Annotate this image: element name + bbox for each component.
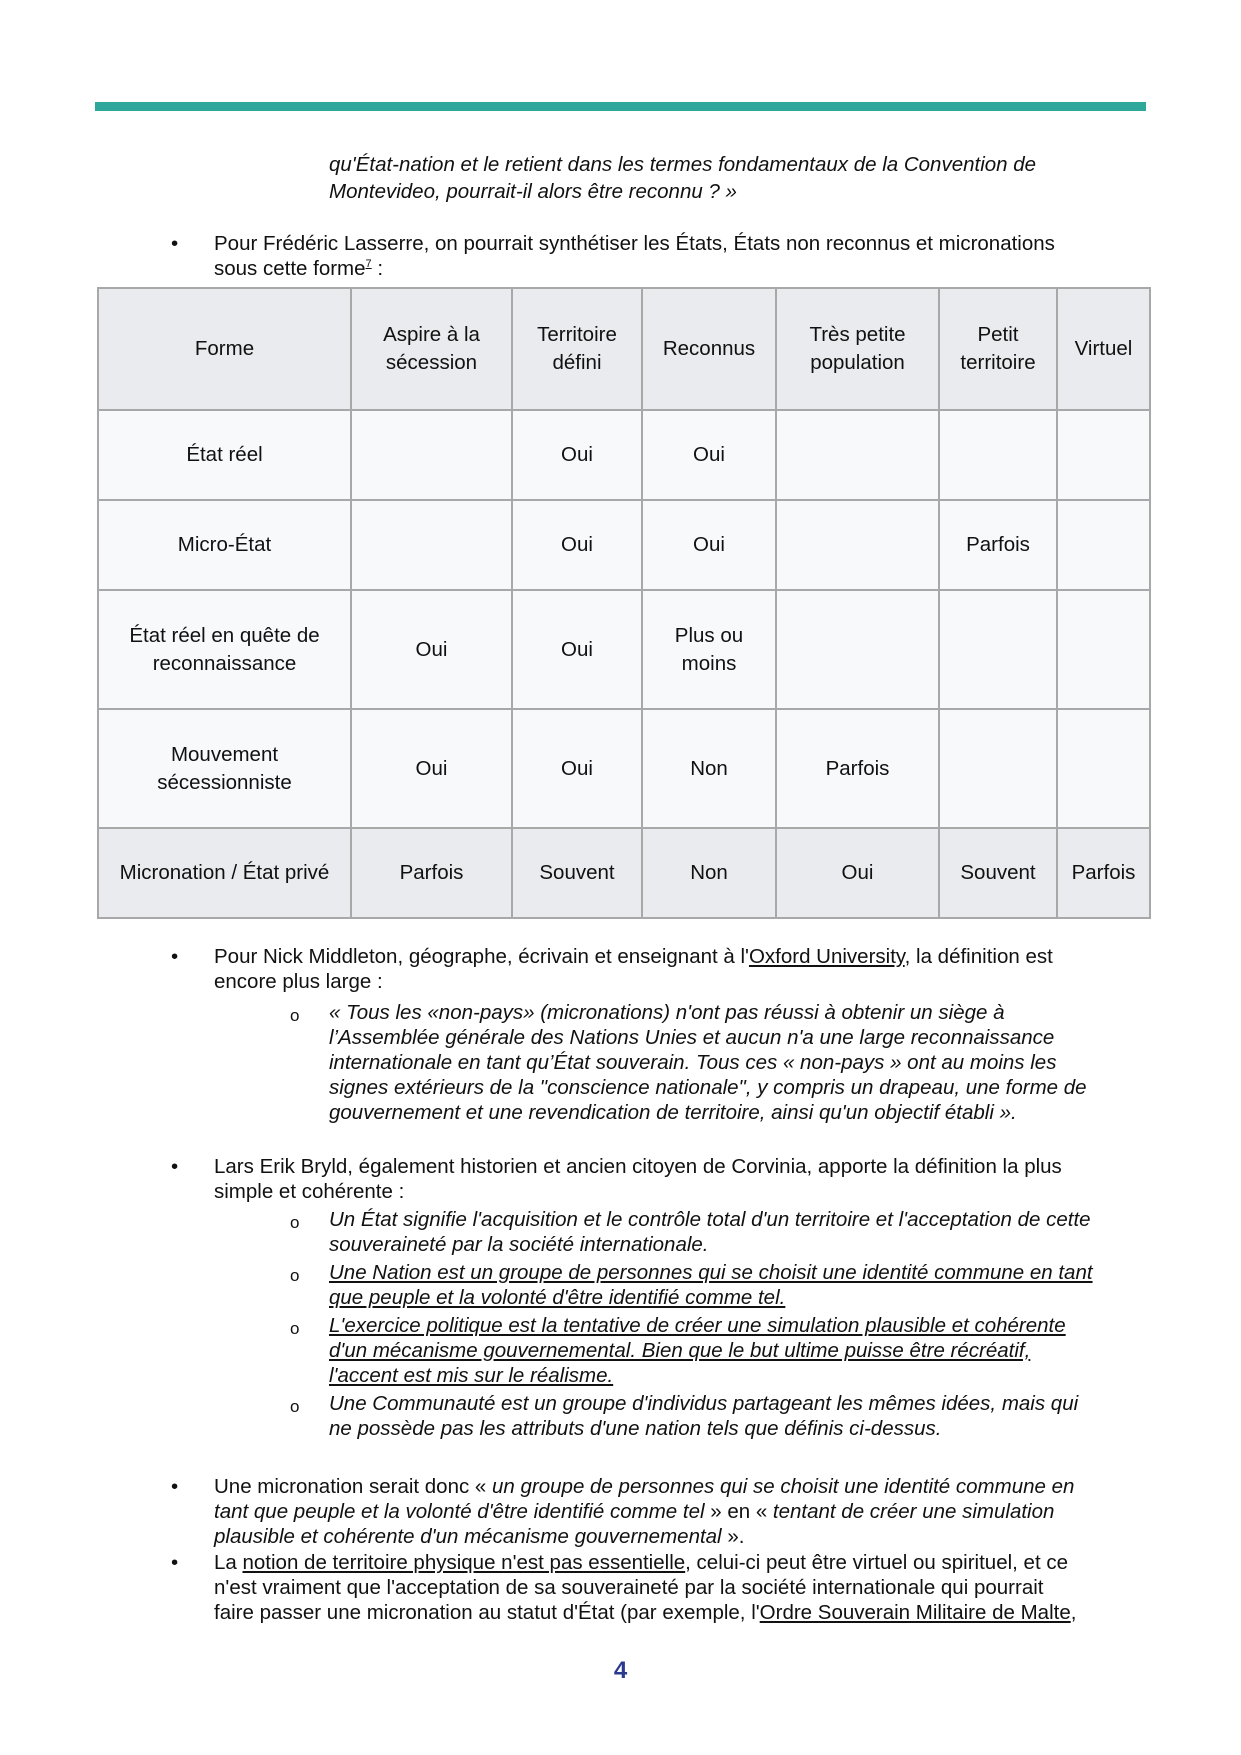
- table-cell: Oui: [642, 410, 776, 500]
- table-cell: [1057, 410, 1150, 500]
- table-cell: Micro-État: [98, 500, 351, 590]
- table-cell: Oui: [512, 590, 642, 709]
- page-number: 4: [613, 1657, 628, 1684]
- table-cell: [351, 410, 512, 500]
- table-row: [98, 709, 1150, 828]
- sub-bullet-icon: o: [290, 1006, 300, 1025]
- table-header-cell: Forme: [98, 288, 351, 410]
- table-header-row: [98, 288, 1150, 410]
- bullet-icon: •: [171, 945, 179, 968]
- table-cell: État réel: [98, 410, 351, 500]
- footnote-link[interactable]: 7: [365, 258, 372, 271]
- table-cell: Parfois: [776, 709, 939, 828]
- table-header-cell: Très petite population: [776, 288, 939, 410]
- table-header-cell: Territoire défini: [512, 288, 642, 410]
- middleton-paragraph: Pour Nick Middleton, géographe, écrivain et enseignant à l'Oxford University, la définition est encore plus large :: [214, 945, 1053, 993]
- header-accent-bar: [95, 102, 1146, 111]
- table-cell: [939, 590, 1057, 709]
- definition-political-exercise[interactable]: L'exercice politique est la tentative de créer une simulation plausible et cohérente d'un mécanisme gouvernemental. Bien que le but ultime puisse être récréatif, l'accent est mis sur le réalisme.: [329, 1314, 1066, 1387]
- middleton-quote: « Tous les «non-pays» (micronations) n'ont pas réussi à obtenir un siège à l’Assemblée générale des Nations Unies et aucun n'a une large reconnaissance internationale en tant qu’État souverain. Tous ces « non-pays » ont au moins les signes extérieurs de la "conscience nationale", y compris un drapeau, une forme de gouvernement et une revendication de territoire, ainsi qu'un objectif établi ».: [329, 1001, 1087, 1124]
- table-cell: Oui: [512, 410, 642, 500]
- bullet-icon: •: [171, 232, 179, 255]
- table-cell: Oui: [642, 500, 776, 590]
- table-cell: [1057, 500, 1150, 590]
- table-cell: [939, 709, 1057, 828]
- table-cell: [939, 410, 1057, 500]
- definition-community: Une Communauté est un groupe d'individus partageant les mêmes idées, mais qui ne possède pas les attributs d'une nation tels que définis ci-dessus.: [329, 1392, 1079, 1440]
- table-header-cell: Petit territoire: [939, 288, 1057, 410]
- conclusion-paragraph: Une micronation serait donc « un groupe de personnes qui se choisit une identité commune en tant que peuple et la volonté d'être identifié comme tel » en « tentant de créer une simulation plausible et cohérente d'un mécanisme gouvernemental ».: [214, 1475, 1075, 1548]
- bullet-icon: •: [171, 1475, 179, 1498]
- table-header-cell: Aspire à la sécession: [351, 288, 512, 410]
- sub-bullet-icon: o: [290, 1397, 300, 1416]
- malta-order-link[interactable]: Ordre Souverain Militaire de Malte: [759, 1601, 1071, 1624]
- table-cell: Oui: [512, 500, 642, 590]
- sub-bullet-icon: o: [290, 1266, 300, 1285]
- table-cell: Oui: [351, 590, 512, 709]
- territory-notion-link[interactable]: notion de territoire physique n'est pas essentielle: [242, 1551, 686, 1574]
- table-cell: [351, 500, 512, 590]
- table-header-cell: Reconnus: [642, 288, 776, 410]
- table-header-cell: Virtuel: [1057, 288, 1150, 410]
- table-cell: Parfois: [939, 500, 1057, 590]
- sub-bullet-icon: o: [290, 1213, 300, 1232]
- table-row: [98, 590, 1150, 709]
- table-cell: Non: [642, 709, 776, 828]
- table-cell: Oui: [776, 828, 939, 918]
- table-cell: Non: [642, 828, 776, 918]
- table-cell: Plus ou moins: [642, 590, 776, 709]
- bullet-icon: •: [171, 1551, 179, 1574]
- table-cell: Souvent: [512, 828, 642, 918]
- table-cell: Souvent: [939, 828, 1057, 918]
- table-cell: [776, 410, 939, 500]
- table-cell: État réel en quête de reconnaissance: [98, 590, 351, 709]
- table-cell: Oui: [512, 709, 642, 828]
- table-cell: Mouvement sécessionniste: [98, 709, 351, 828]
- comparison-table: [97, 287, 1151, 919]
- continued-quote: qu'État-nation et le retient dans les termes fondamentaux de la Convention de Montevideo, pourrait-il alors être reconnu ? »: [329, 153, 1037, 203]
- table-cell: Parfois: [1057, 828, 1150, 918]
- table-cell: [1057, 709, 1150, 828]
- bullet-icon: •: [171, 1155, 179, 1178]
- bryld-paragraph: Lars Erik Bryld, également historien et ancien citoyen de Corvinia, apporte la définition la plus simple et cohérente :: [214, 1155, 1062, 1203]
- definition-state: Un État signifie l'acquisition et le contrôle total d'un territoire et l'acceptation de cette souveraineté par la société internationale.: [329, 1208, 1091, 1256]
- definition-nation[interactable]: Une Nation est un groupe de personnes qui se choisit une identité commune en tant que peuple et la volonté d'être identifié comme tel.: [329, 1261, 1093, 1309]
- table-row: [98, 500, 1150, 590]
- lasserre-paragraph: Pour Frédéric Lasserre, on pourrait synthétiser les États, États non reconnus et micronations sous cette forme$^7$ :: [214, 232, 1055, 280]
- table-cell: Oui: [351, 709, 512, 828]
- table-cell: Parfois: [351, 828, 512, 918]
- table-cell: [776, 590, 939, 709]
- oxford-university-link[interactable]: Oxford University: [748, 945, 905, 968]
- table-cell: Micronation / État privé: [98, 828, 351, 918]
- territory-paragraph: La notion de territoire physique n'est pas essentielle, celui-ci peut être virtuel ou spirituel, et ce n'est vraiment que l'acceptation de sa souveraineté par la société internationale qui pourrait faire passer une micronation au statut d'État (par exemple, l'Ordre Souverain Militaire de Malte,: [214, 1551, 1077, 1624]
- table-row: [98, 828, 1150, 918]
- table-cell: [1057, 590, 1150, 709]
- table-row: [98, 410, 1150, 500]
- table-cell: [776, 500, 939, 590]
- sub-bullet-icon: o: [290, 1319, 300, 1338]
